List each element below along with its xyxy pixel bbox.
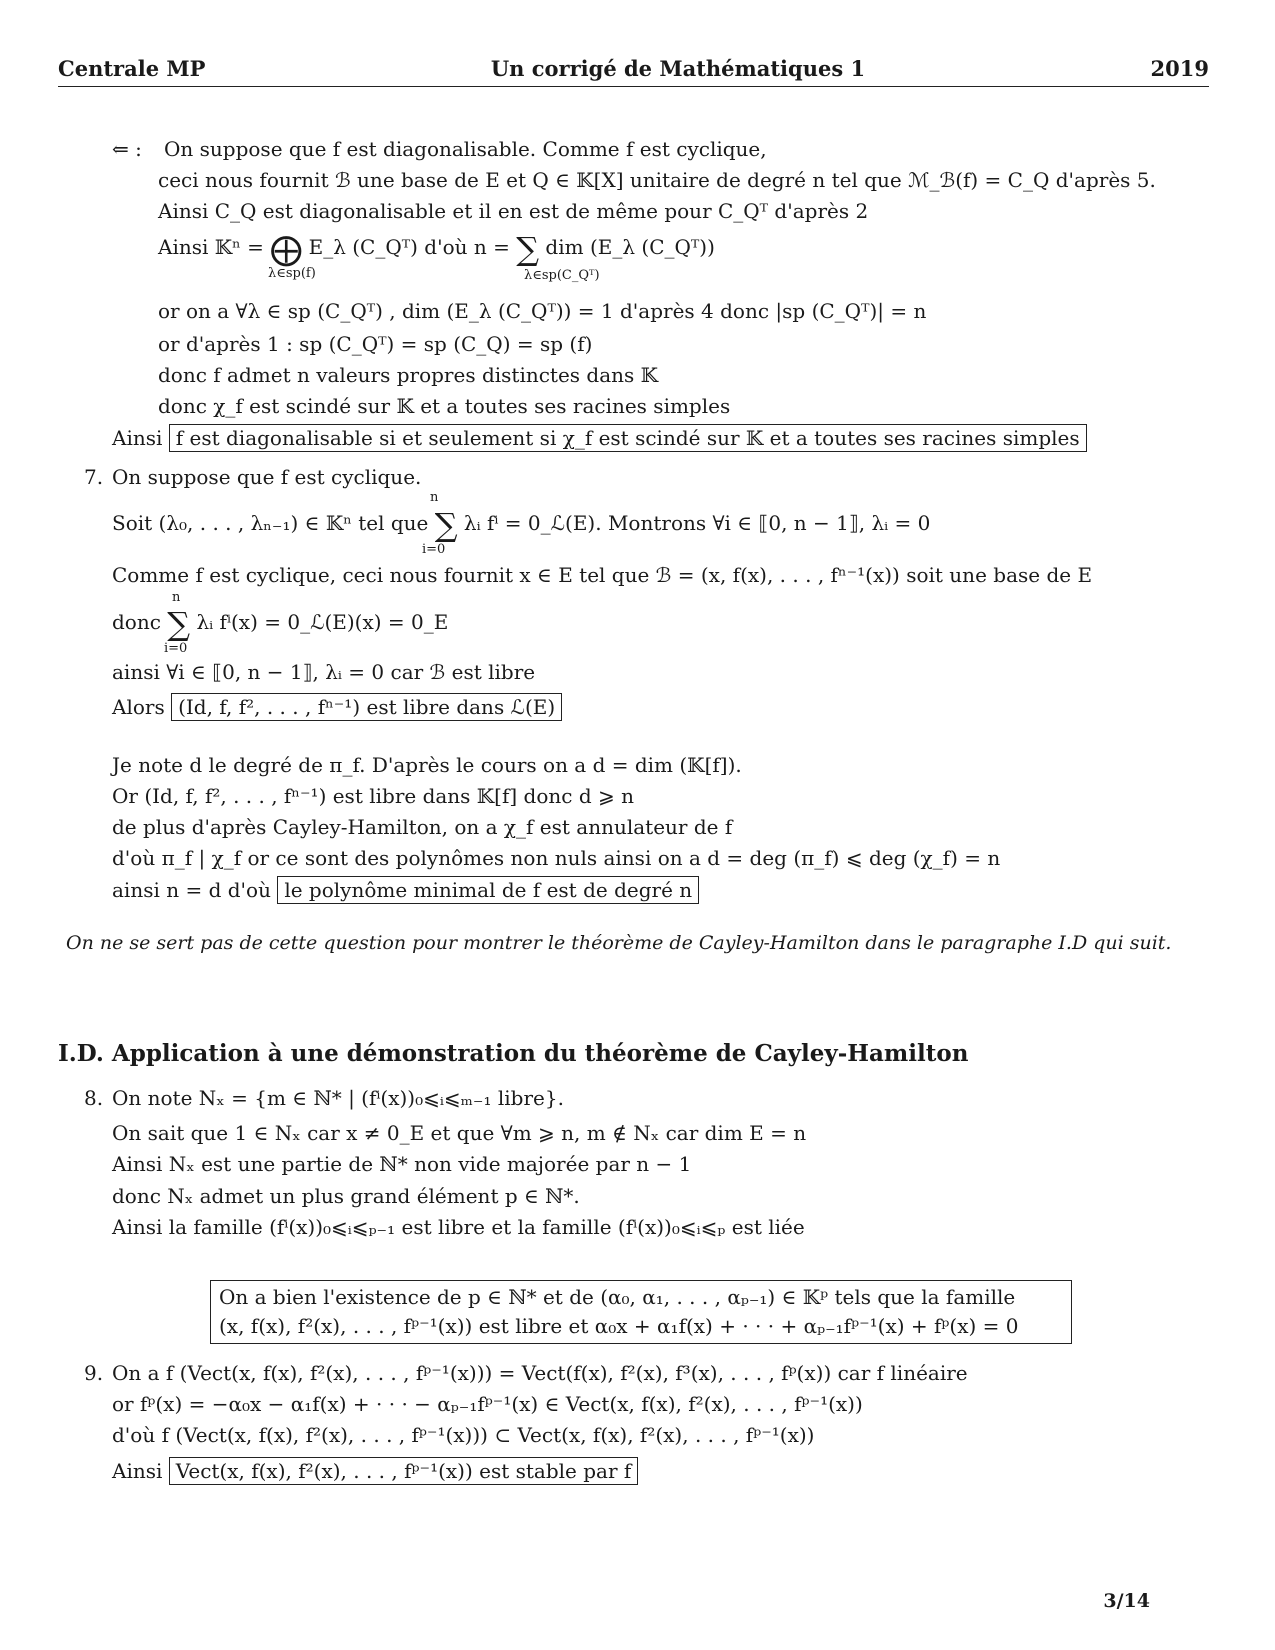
- q7-line4a: donc: [112, 610, 168, 634]
- direct-sum-symbol: ⨁: [270, 230, 303, 268]
- q9-line4: [112, 1458, 638, 1484]
- q7-line3: Comme f est cyclique, ceci nous fournit x ∈ E tel que ℬ = (x, f(x), . . . , fⁿ⁻¹(x)) soit une base de E: [112, 563, 1093, 587]
- q6-sub2: λ∈sp(C_Qᵀ): [524, 268, 600, 283]
- page-header: [58, 56, 1209, 87]
- q9-ainsi: Ainsi: [112, 1459, 163, 1483]
- q7-sum-bot: i=0: [422, 542, 446, 557]
- q6-line8: donc χ_f est scindé sur 𝕂 et a toutes ses racines simples: [158, 394, 731, 418]
- q7-result-box2: le polynôme minimal de f est de degré n: [277, 876, 699, 904]
- q8-box-line1: On a bien l'existence de p ∈ ℕ* et de (α₀, α₁, . . . , αₚ₋₁) ∈ 𝕂ᵖ tels que la famille: [219, 1285, 1016, 1309]
- q6-line4c: dim (E_λ (C_Qᵀ)): [539, 235, 715, 259]
- q7-number: 7.: [84, 465, 104, 489]
- q7-sum2-top: n: [172, 590, 181, 605]
- q7-sum2-bot: i=0: [164, 641, 188, 656]
- q7-line9: de plus d'après Cayley-Hamilton, on a χ_f est annulateur de f: [112, 815, 733, 839]
- sum-symbol: ∑: [167, 605, 191, 643]
- q9-line3: d'où f (Vect(x, f(x), f²(x), . . . , fᵖ⁻¹(x))) ⊂ Vect(x, f(x), f²(x), . . . , fᵖ⁻¹(x)): [112, 1423, 815, 1447]
- q7-line4: [112, 605, 449, 643]
- q7-line2b: λᵢ fⁱ = 0_ℒ(E). Montrons ∀i ∈ ⟦0, n − 1⟧, λᵢ = 0: [457, 511, 931, 535]
- q7-line6: [112, 694, 562, 720]
- header-right: 2019: [1150, 56, 1209, 81]
- q7-line7: Je note d le degré de π_f. D'après le cours on a d = dim (𝕂[f]).: [112, 753, 742, 777]
- q7-line10: d'où π_f | χ_f or ce sont des polynômes non nuls ainsi on a d = deg (π_f) ⩽ deg (χ_f) = n: [112, 846, 1001, 870]
- q6-line5: or on a ∀λ ∈ sp (C_Qᵀ) , dim (E_λ (C_Qᵀ)) = 1 d'après 4 donc |sp (C_Qᵀ)| = n: [158, 299, 927, 323]
- q8-number: 8.: [84, 1086, 104, 1110]
- q6-line3: Ainsi C_Q est diagonalisable et il en est de même pour C_Qᵀ d'après 2: [158, 199, 869, 223]
- page-number: 3/14: [1103, 1590, 1150, 1612]
- q6-line2: ceci nous fournit ℬ une base de E et Q ∈ 𝕂[X] unitaire de degré n tel que ℳ_ℬ(f) = C_Q d'après 5.: [158, 168, 1156, 192]
- q7-ainsi: ainsi n = d d'où: [112, 878, 271, 902]
- q6-ainsi: Ainsi: [112, 426, 163, 450]
- q7-line2: [112, 506, 931, 544]
- q8-line2: On sait que 1 ∈ Nₓ car x ≠ 0_E et que ∀m ⩾ n, m ∉ Nₓ car dim E = n: [112, 1121, 807, 1145]
- q6-lead: ⇐ :: [112, 137, 142, 161]
- q8-result-box: [210, 1280, 1072, 1344]
- q6-line6: or d'après 1 : sp (C_Qᵀ) = sp (C_Q) = sp (f): [158, 332, 593, 356]
- q9-line2: or fᵖ(x) = −α₀x − α₁f(x) + · · · − αₚ₋₁fᵖ⁻¹(x) ∈ Vect(x, f(x), f²(x), . . . , fᵖ⁻¹(x)): [112, 1392, 863, 1416]
- sum-symbol: ∑: [516, 230, 540, 268]
- q6-line4a: Ainsi 𝕂ⁿ =: [158, 235, 271, 259]
- q7-result-box1: (Id, f, f², . . . , fⁿ⁻¹) est libre dans ℒ(E): [171, 693, 562, 721]
- q6-line7: donc f admet n valeurs propres distinctes dans 𝕂: [158, 363, 659, 387]
- header-center: Un corrigé de Mathématiques 1: [490, 56, 866, 81]
- q7-line8: Or (Id, f, f², . . . , fⁿ⁻¹) est libre dans 𝕂[f] donc d ⩾ n: [112, 784, 634, 808]
- q7-line5: ainsi ∀i ∈ ⟦0, n − 1⟧, λᵢ = 0 car ℬ est libre: [112, 660, 536, 684]
- q7-alors: Alors: [112, 695, 165, 719]
- q6-sub1: λ∈sp(f): [268, 266, 316, 281]
- q6-line4b: E_λ (C_Qᵀ) d'où n =: [302, 235, 517, 259]
- q8-line5: Ainsi la famille (fⁱ(x))₀⩽ᵢ⩽ₚ₋₁ est libre et la famille (fⁱ(x))₀⩽ᵢ⩽ₚ est liée: [112, 1215, 805, 1239]
- q7-line1: On suppose que f est cyclique.: [112, 465, 422, 489]
- q8-line3: Ainsi Nₓ est une partie de ℕ* non vide majorée par n − 1: [112, 1152, 692, 1176]
- q6-line9: [112, 425, 1087, 451]
- q8-line1: On note Nₓ = {m ∈ ℕ* | (fⁱ(x))₀⩽ᵢ⩽ₘ₋₁ libre}.: [112, 1086, 564, 1110]
- q7-line4b: λᵢ fⁱ(x) = 0_ℒ(E)(x) = 0_E: [190, 610, 449, 634]
- q8-line4: donc Nₓ admet un plus grand élément p ∈ ℕ*.: [112, 1184, 580, 1208]
- q9-line1: On a f (Vect(x, f(x), f²(x), . . . , fᵖ⁻¹(x))) = Vect(f(x), f²(x), f³(x), . . . , fᵖ(x)) car f linéaire: [112, 1361, 968, 1385]
- q6-line1: On suppose que f est diagonalisable. Comme f est cyclique,: [164, 137, 767, 161]
- remark: On ne se sert pas de cette question pour montrer le théorème de Cayley-Hamilton dans le paragraphe I.D qui suit.: [66, 932, 1172, 954]
- q9-result-box: Vect(x, f(x), f²(x), . . . , fᵖ⁻¹(x)) est stable par f: [169, 1457, 639, 1485]
- q7-line2a: Soit (λ₀, . . . , λₙ₋₁) ∈ 𝕂ⁿ tel que: [112, 511, 435, 535]
- q6-result-box: f est diagonalisable si et seulement si χ_f est scindé sur 𝕂 et a toutes ses racines simples: [169, 424, 1087, 452]
- header-left: Centrale MP: [58, 56, 206, 81]
- q6-line4: [158, 230, 715, 268]
- q9-number: 9.: [84, 1361, 104, 1385]
- section-heading: I.D. Application à une démonstration du théorème de Cayley-Hamilton: [58, 1040, 969, 1067]
- q7-line11: [112, 877, 699, 903]
- sum-symbol: ∑: [434, 506, 458, 544]
- q8-box-line2: (x, f(x), f²(x), . . . , fᵖ⁻¹(x)) est libre et α₀x + α₁f(x) + · · · + αₚ₋₁fᵖ⁻¹(x) + fᵖ(x) = 0: [219, 1314, 1019, 1338]
- q7-sum-top: n: [430, 490, 439, 505]
